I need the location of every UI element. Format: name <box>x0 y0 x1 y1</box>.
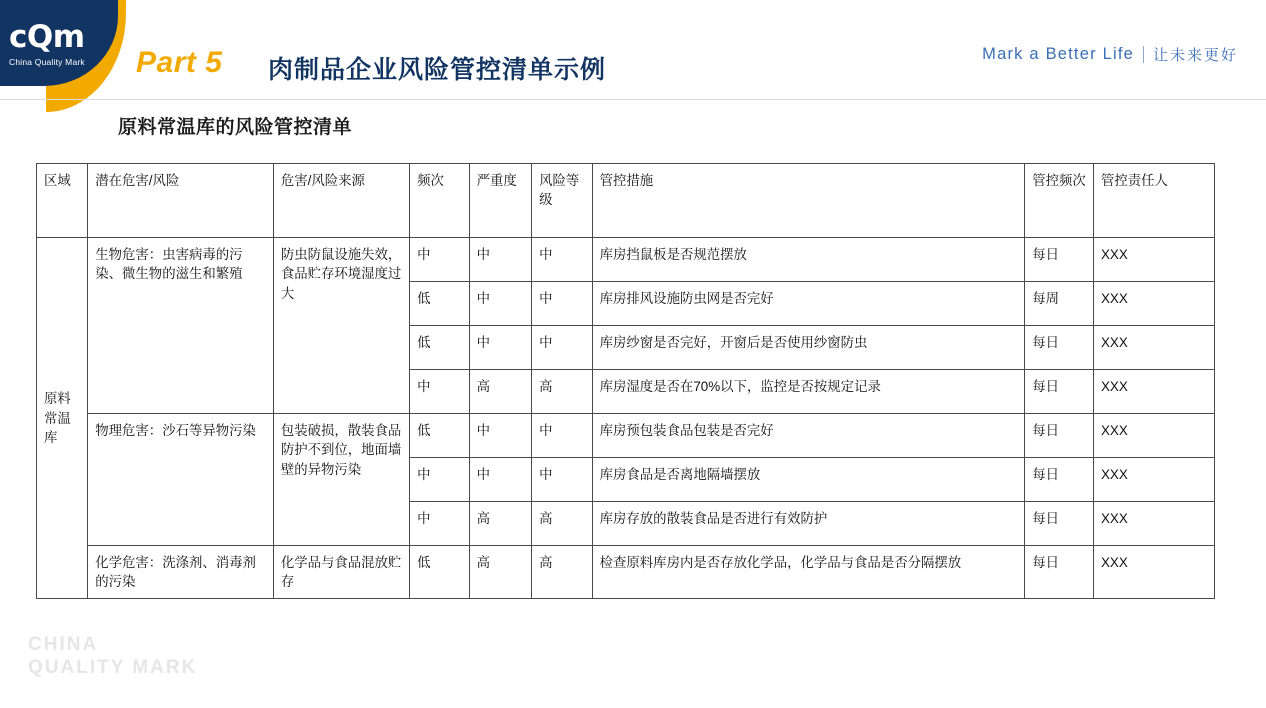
cell-risk-level: 中 <box>532 238 592 282</box>
part-label: Part 5 <box>136 46 223 79</box>
watermark-line-1: CHINA <box>28 633 99 655</box>
cell-frequency: 中 <box>410 238 469 282</box>
cell-area: 原料常温库 <box>37 238 88 599</box>
column-header-control-frequency: 管控频次 <box>1025 164 1094 238</box>
cell-control-frequency: 每日 <box>1025 414 1094 458</box>
column-header-severity: 严重度 <box>469 164 532 238</box>
cell-control-measure: 库房排风设施防虫网是否完好 <box>592 282 1025 326</box>
cell-severity: 高 <box>469 546 532 599</box>
cell-control-frequency: 每日 <box>1025 458 1094 502</box>
cell-severity: 中 <box>469 458 532 502</box>
table-row <box>37 546 1215 599</box>
column-header-area: 区域 <box>37 164 88 238</box>
cell-source: 化学品与食品混放贮存 <box>273 546 409 599</box>
cell-severity: 高 <box>469 370 532 414</box>
cell-source: 防虫防鼠设施失效，食品贮存环境湿度过大 <box>273 238 409 414</box>
cell-severity: 高 <box>469 502 532 546</box>
tagline-en: Mark a Better Life <box>982 45 1134 63</box>
table-header-row <box>37 164 1215 238</box>
cell-hazard: 化学危害：洗涤剂、消毒剂的污染 <box>88 546 274 599</box>
column-header-frequency: 频次 <box>410 164 469 238</box>
cell-risk-level: 中 <box>532 282 592 326</box>
cell-owner: XXX <box>1093 326 1214 370</box>
cell-hazard: 生物危害：虫害病毒的污染、微生物的滋生和繁殖 <box>88 238 274 414</box>
cell-risk-level: 高 <box>532 370 592 414</box>
cell-risk-level: 高 <box>532 502 592 546</box>
cell-risk-level: 中 <box>532 458 592 502</box>
cell-risk-level: 中 <box>532 326 592 370</box>
tagline <box>982 44 1238 65</box>
cell-owner: XXX <box>1093 370 1214 414</box>
tagline-cn: 让未来更好 <box>1152 47 1238 64</box>
cell-control-frequency: 每日 <box>1025 326 1094 370</box>
table-row <box>37 414 1215 458</box>
cell-severity: 中 <box>469 414 532 458</box>
cell-control-measure: 库房纱窗是否完好，开窗后是否使用纱窗防虫 <box>592 326 1025 370</box>
cell-control-frequency: 每日 <box>1025 238 1094 282</box>
column-header-risk-level: 风险等级 <box>532 164 592 238</box>
header-divider <box>0 99 1266 100</box>
column-header-control-measure: 管控措施 <box>592 164 1025 238</box>
cell-frequency: 低 <box>410 414 469 458</box>
cell-control-frequency: 每周 <box>1025 282 1094 326</box>
cell-control-measure: 库房食品是否离地隔墙摆放 <box>592 458 1025 502</box>
cell-owner: XXX <box>1093 414 1214 458</box>
cell-control-frequency: 每日 <box>1025 546 1094 599</box>
cell-frequency: 低 <box>410 326 469 370</box>
cell-frequency: 中 <box>410 458 469 502</box>
cell-severity: 中 <box>469 326 532 370</box>
page-title: 肉制品企业风险管控清单示例 <box>268 56 607 84</box>
cell-risk-level: 高 <box>532 546 592 599</box>
cell-owner: XXX <box>1093 546 1214 599</box>
logo-mark-text: cQm <box>9 19 85 55</box>
cell-frequency: 低 <box>410 282 469 326</box>
cell-control-measure: 库房湿度是否在70%以下，监控是否按规定记录 <box>592 370 1025 414</box>
tagline-divider <box>1143 46 1144 63</box>
column-header-owner: 管控责任人 <box>1093 164 1214 238</box>
cell-risk-level: 中 <box>532 414 592 458</box>
section-subtitle: 原料常温库的风险管控清单 <box>118 117 353 138</box>
cell-control-frequency: 每日 <box>1025 370 1094 414</box>
cell-owner: XXX <box>1093 502 1214 546</box>
logo-sub-text: China Quality Mark <box>9 57 85 67</box>
cell-control-frequency: 每日 <box>1025 502 1094 546</box>
cell-owner: XXX <box>1093 238 1214 282</box>
risk-control-table-wrapper <box>36 163 1215 599</box>
footer-watermark <box>28 633 197 681</box>
cell-frequency: 中 <box>410 502 469 546</box>
cell-control-measure: 检查原料库房内是否存放化学品，化学品与食品是否分隔摆放 <box>592 546 1025 599</box>
cell-control-measure: 库房挡鼠板是否规范摆放 <box>592 238 1025 282</box>
watermark-line-2: QUALITY MARK <box>28 657 198 679</box>
cell-frequency: 中 <box>410 370 469 414</box>
cell-hazard: 物理危害：沙石等异物污染 <box>88 414 274 546</box>
cqm-logo <box>9 19 85 67</box>
cell-frequency: 低 <box>410 546 469 599</box>
cell-severity: 中 <box>469 238 532 282</box>
cell-source: 包装破损，散装食品防护不到位，地面墙壁的异物污染 <box>273 414 409 546</box>
cell-severity: 中 <box>469 282 532 326</box>
cell-control-measure: 库房预包装食品包装是否完好 <box>592 414 1025 458</box>
table-row <box>37 238 1215 282</box>
risk-control-table <box>36 163 1215 599</box>
column-header-source: 危害/风险来源 <box>273 164 409 238</box>
cell-owner: XXX <box>1093 282 1214 326</box>
column-header-hazard: 潜在危害/风险 <box>88 164 274 238</box>
cell-owner: XXX <box>1093 458 1214 502</box>
cell-control-measure: 库房存放的散装食品是否进行有效防护 <box>592 502 1025 546</box>
